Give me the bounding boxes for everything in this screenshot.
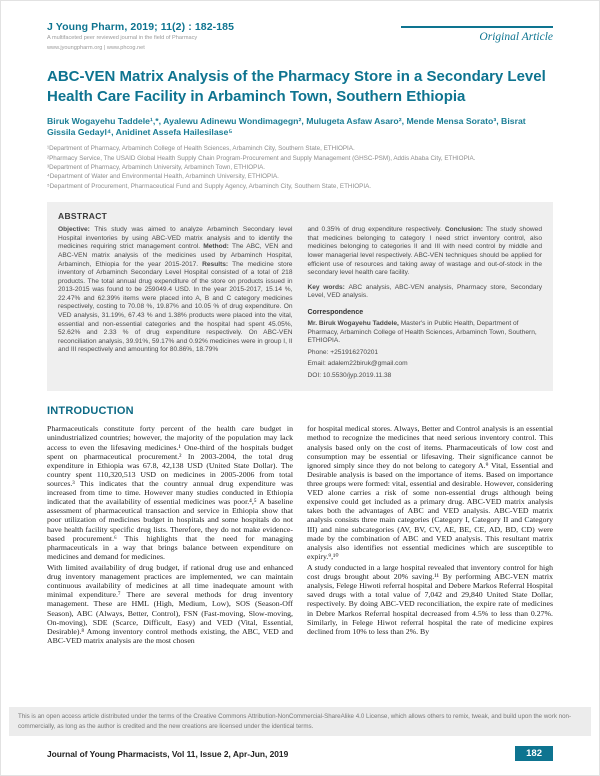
page-footer	[1, 736, 599, 761]
journal-urls[interactable]: www.jyoungpharm.org | www.phcog.net	[47, 44, 145, 51]
abstract-heading: ABSTRACT	[58, 211, 108, 222]
abstract-text-right: and 0.35% of drug expenditure respectively. Conclusion: The study showed that medicines belonging to category I need strict inventory control, also medicines belonging to categories II and III with need control by middle and lower managerial level respectively. ABC-VEN techniques should be applied for efficient use of resources and taking away of wastage and out-of-stock in the secondary level health care facility.	[307, 226, 542, 277]
affiliation-5: ⁵Department of Procurement, Pharmaceutical Fund and Supply Agency, Arbaminch City, Southern State, ETHIOPIA.	[47, 182, 372, 190]
correspondence-doi[interactable]: DOI: 10.5530/jyp.2019.11.38	[307, 371, 392, 379]
intro-paragraph-2: With limited availability of drug budget, if rational drug use and enhanced drug inventory management practices are implemented, we can maintain continuous availability of medicines at all time inadequate amount with minimal expenditure.⁷ There are several methods for drug inventory management. These are HML (High, Medium, Low), SOS (Season-Off Season), ABC (Always, Better, Control), FSN (Fast-moving, Slow-moving, On-moving), SDE (Scarce, Difficult, Easy) and VED (Vital, Essential, Desirable).⁸ Among inventory control methods existing, the ABC, VED and ABC-VED matrix analysis are the most chosen	[47, 562, 293, 645]
article-type-label: Original Article	[401, 26, 553, 43]
intro-paragraph-4: A study conducted in a large hospital revealed that inventory control for high cost drugs brought about 20% saving.¹¹ By performing ABC-VEN matrix analysis, Felege Hiwoti referral hospital and Debere Markos Referral Hospital saved drugs with a total value of 7,042 and 29,840 United State Dollar, respectively. By doing ABC-VED reconciliation, the expire rate of medicines in Debre Markos Referral hospital decreased from 4.5% to less than 0.27%. Similarly, in Felege Hiwot referral hospital the rate of medicine expires declined from 10% to less than 2%. By	[307, 562, 553, 636]
correspondence-block	[308, 308, 543, 380]
page-content	[1, 1, 599, 645]
introduction-column-left	[47, 424, 293, 645]
journal-citation: J Young Pharm, 2019; 11(2) : 182-185	[47, 21, 235, 33]
introduction-heading: INTRODUCTION	[47, 405, 134, 418]
affiliation-4: ⁴Department of Water and Environmental Health, Arbaminch University, ETHIOPIA.	[47, 173, 279, 181]
abstract-column-right	[308, 226, 543, 380]
keywords-line: Key words: ABC analysis, ABC-VEN analysis, Pharmacy store, Secondary Level, VED analysis.	[307, 283, 542, 300]
correspondence-heading: Correspondence	[307, 308, 364, 316]
abstract-box	[47, 202, 553, 391]
abstract-column-left	[58, 226, 293, 380]
abstract-text-left: Objective: This study was aimed to analyze Arbaminch Secondary level Hospital inventories by using ABC-VED matrix analysis and to identify the medicines requiring strict management control. Method: The ABC, VEN and ABC-VEN matrix analysis of the medicines used by Arbaminch Hospital, Arbaminch, Ethiopia for the year 2015-2017. Results: The medicine store inventory of Arbaminch Secondary Level Hospital consisted of a total of 218 products. The total annual drug expenditure of the store on products issued in 2013-2015 was found to be 259049.4 USD. In the year 2015-2017, 15.14 %, 22.47% and 62.39% items were placed into A, B and C category medicines respectively, costing to 70.08 %, 19.87% and 10.05 % of drug expenditure. On VED analysis, 31.19%, 67.43 % and 1.38% products were placed into the vital, essential and non-essential categories and the hospital had spent 45.05%, 52.62% and 2.33 % of drug expenditure respectively. On ABC-VEN reconciliation analysis, 39.91%, 59.17% and 0.92% medicines were in group I, II and III respectively and amounting for 80.86%, 18.79%	[58, 226, 293, 354]
journal-header-left	[47, 21, 234, 52]
journal-header	[47, 21, 553, 52]
introduction-column-right	[307, 424, 553, 645]
affiliation-3: ³Department of Pharmacy, Arbaminch University, Arbaminch Town, ETHIOPIA.	[47, 164, 266, 172]
correspondence-email[interactable]: Email: adalem22biruk@gmail.com	[307, 360, 408, 368]
footer-journal-info: Journal of Young Pharmacists, Vol 11, Issue 2, Apr-Jun, 2019	[47, 748, 289, 759]
intro-paragraph-3: for hospital medical stores. Always, Better and Control analysis is an essential method to recognize the medicines that need serious inventory control. This analysis based only on the cost of items. Pharmaceuticals of low cost and consumption may be essential or lifesaving. Their significance cannot be ignored simply since they do not belong to category A.⁹ Vital, Essential and Desirable analysis is based on the importance of items. Based on importance three groups were formed: vital, essential and desirable. However, considering VED alone carries a risk of some non-essential drugs although being expensive could get included as a primary drug. ABC-VED matrix analysis takes both the advantages of ABC and VED analysis. ABC-VED matrix analysis consists three main categories (Category I, Category II and Category III) and nine subcategories (AV, BV, CV, AE, BE, CE, AD, BD, CD) were made by the combination of ABC and VED analysis. This resultant matrix analysis also identifies not essential medicines which are susceptible to expiry.⁹,¹⁰	[307, 424, 553, 561]
abstract-columns	[58, 226, 542, 380]
affiliation-2: ²Pharmacy Service, The USAID Global Health Supply Chain Program-Procurement and Supply Management (GHSC-PSM), Addis Ababa City, ETHIOPIA.	[47, 154, 476, 162]
introduction-body	[47, 424, 553, 645]
correspondence-body: Mr. Biruk Wogayehu Taddele, Master's in Public Health, Department of Pharmacy, Arbaminch College of Health Sciences, Arbaminch Town, Southern, ETHIOPIA.	[307, 319, 537, 345]
affiliations-block	[47, 144, 553, 191]
page-number-badge: 182	[515, 746, 553, 761]
paper-title: ABC-VEN Matrix Analysis of the Pharmacy Store in a Secondary Level Health Care Facility in Arbaminch Town, Southern Ethiopia	[47, 68, 546, 105]
affiliation-1: ¹Department of Pharmacy, Arbaminch College of Health Sciences, Arbaminch City, Southern State, ETHIOPIA.	[47, 145, 355, 153]
correspondence-phone: Phone: +251916270201	[307, 348, 379, 356]
authors-line: Biruk Wogayehu Taddele¹,*, Ayalewu Adinewu Wondimagegn², Mulugeta Asfaw Asaro², Mende Mensa Sorato³, Bisrat Gissila Gedayl⁴, Anidinet Assefa Hailesilase⁵	[47, 115, 526, 138]
page-bottom	[1, 695, 599, 775]
license-bar: This is an open access article distributed under the terms of the Creative Commons Attribution-NonCommercial-ShareAlike 4.0 License, which allows others to remix, tweak, and build upon the work non-commercially, as long as the author is credited and the new creations are licensed under the identical terms.	[9, 707, 591, 736]
journal-tagline: A multifaceted peer reviewed journal in the field of Pharmacy	[47, 35, 198, 41]
intro-paragraph-1: Pharmaceuticals constitute forty percent of the health care budget in unindustrialized countries; however, the majority of the population may lack access to even the lifesaving medicines.¹ One-third of the hospitals budget spent on pharmaceutical procurement.² In 2003-2004, the total drug expenditure in Ethiopia was 67.8, 42,138 USD (United State Dollar). The country spent 110,320,513 USD on medicines in 2005-2006 from total sources.³ This indicates that the country annual drug expenditure was increased from time to time. However many studies conducted in Ethiopia indicated that the availability of essential medicines was poor.⁴,⁵ A baseline assessment of pharmaceutical transaction and service in Ethiopia show that poor utilization of medicines budget in hospitals and some hospitals do not have health facility specific drug lists. Therefore, they do not make evidence-based procurement.⁶ This highlights that the need for managing pharmaceuticals in a way that brings balance between expenditure on medicines and demand for medicines.	[47, 424, 293, 561]
